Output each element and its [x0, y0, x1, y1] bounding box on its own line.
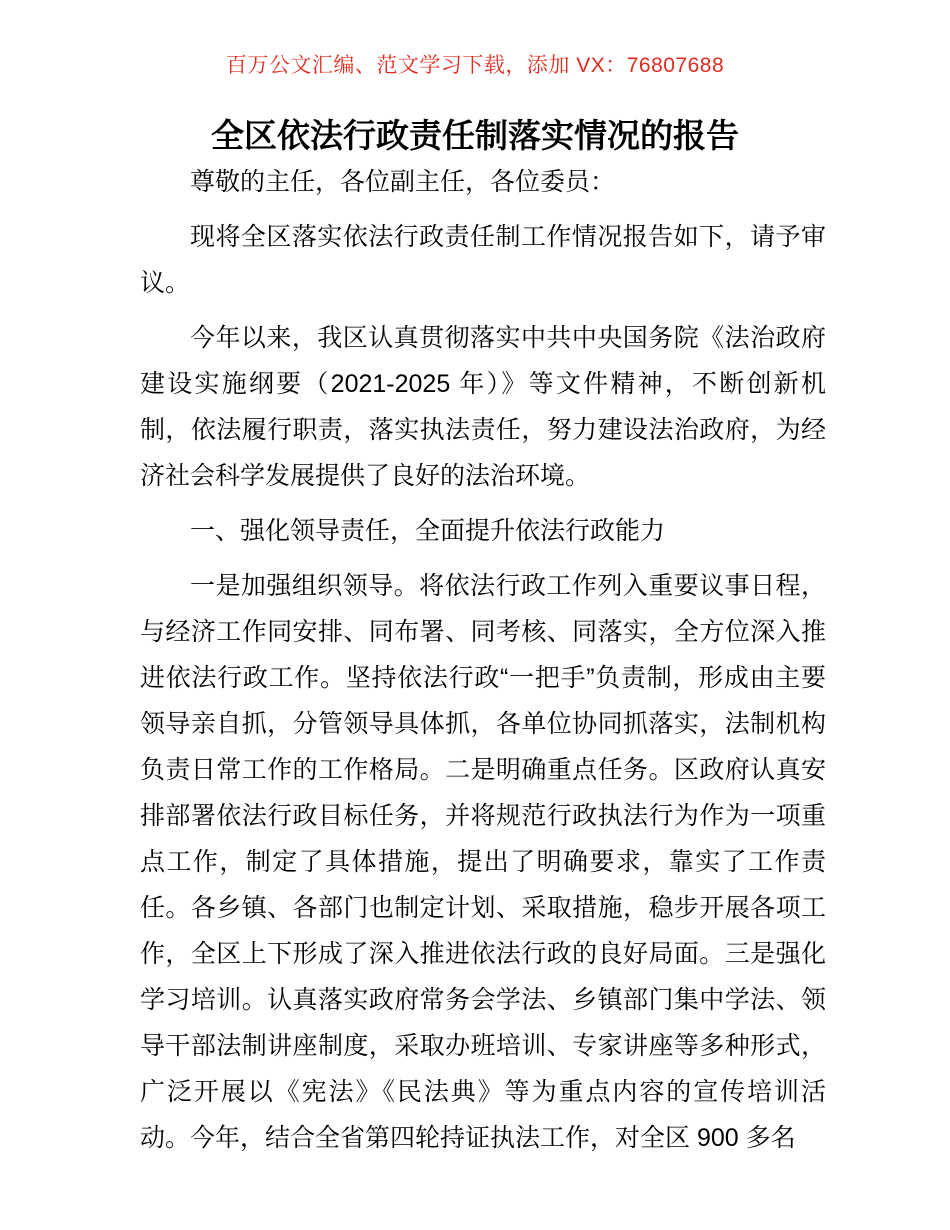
- document-title: 全区依法行政责任制落实情况的报告: [211, 117, 739, 154]
- document-body: [140, 159, 826, 1161]
- watermark-header-text: 百万公文汇编、范文学习下载，添加 VX：76807688: [225, 54, 725, 77]
- section-heading-1: 一、强化领导责任，全面提升依法行政能力: [190, 517, 666, 545]
- paragraph-section-1-body: 一是加强组织领导。将依法行政工作列入重要议事日程，与经济工作同安排、同布署、同考核、同落实，全方位深入推进依法行政工作。坚持依法行政“一把手”负责制，形成由主要领导亲自抓，分管领导具体抓，各单位协同抓落实，法制机构负责日常工作的工作格局。二是明确重点任务。区政府认真安排部署依法行政目标任务，并将规范行政执法行为作为一项重点工作，制定了具体措施，提出了明确要求，靠实了工作责任。各乡镇、各部门也制定计划、采取措施，稳步开展各项工作，全区上下形成了深入推进依法行政的良好局面。三是强化学习培训。认真落实政府常务会学法、乡镇部门集中学法、领导干部法制讲座制度，采取办班培训、专家讲座等多种形式，广泛开展以《宪法》《民法典》等为重点内容的宣传培训活动。今年，结合全省第四轮持证执法工作，对全区 900 多名: [140, 572, 826, 1152]
- paragraph-salutation: 尊敬的主任，各位副主任，各位委员：: [190, 168, 616, 196]
- paragraph-intro: 现将全区落实依法行政责任制工作情况报告如下，请予审议。: [140, 223, 826, 297]
- paragraph-overview: 今年以来，我区认真贯彻落实中共中央国务院《法治政府建设实施纲要（2021-2025 年）》等文件精神，不断创新机制，依法履行职责，落实执法责任，努力建设法治政府，为经济社会科学发展提供了良好的法治环境。: [140, 324, 826, 490]
